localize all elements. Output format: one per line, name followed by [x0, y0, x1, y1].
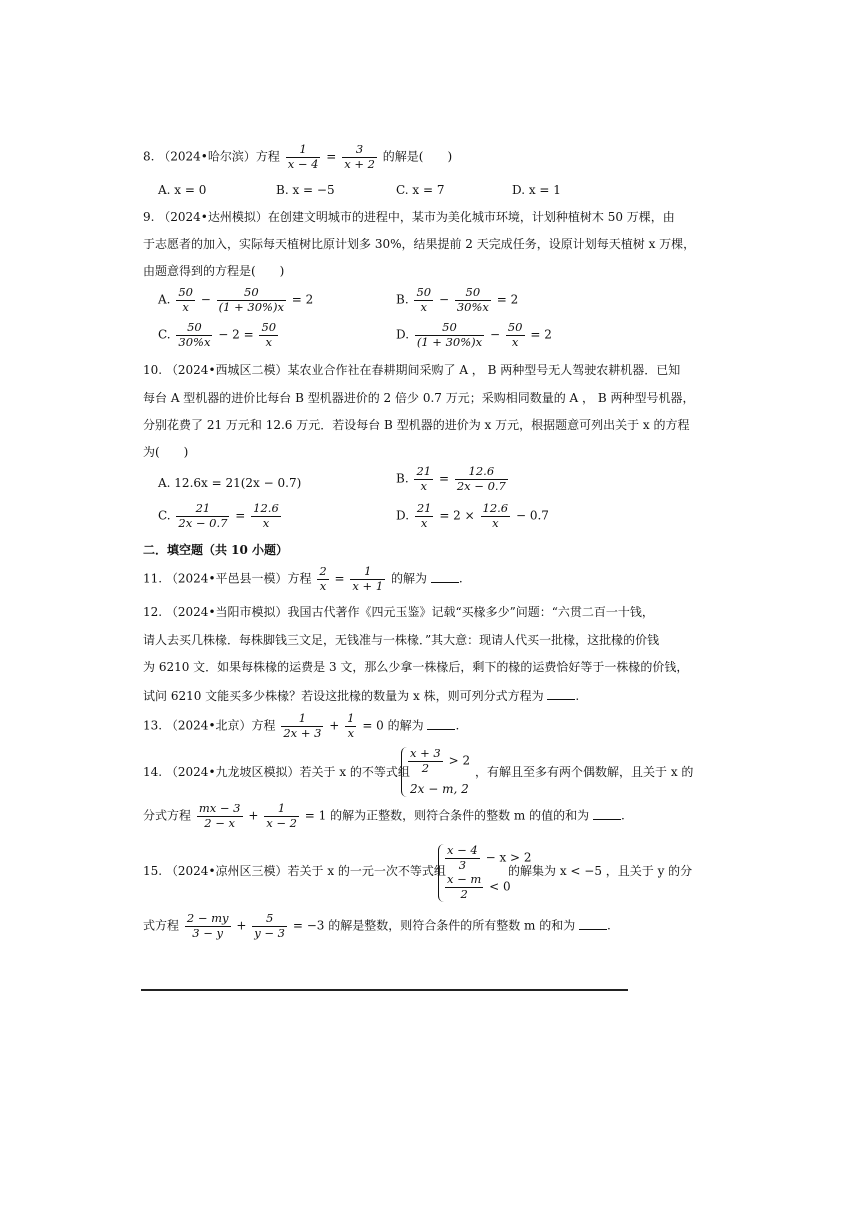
q9-option-a: A. $\frac{50}{x}$ − $\frac{50}{(1 + 30\%)x}$ = 2	[158, 285, 314, 314]
answer-blank[interactable]	[547, 689, 575, 700]
q8-option-d: D. x = 1	[512, 183, 561, 197]
question-9-line1: 9. （2024•达州模拟）在创建文明城市的进程中，某市为美化城市环境，计划种植树木 50 万棵，由	[143, 210, 675, 224]
question-14-line1: 14. （2024•九龙坡区模拟）若关于 x 的不等式组	[143, 765, 410, 779]
question-15-line1: 15. （2024•凉州区三模）若关于 x 的一元一次不等式组	[143, 864, 446, 878]
question-11: 11. （2024•平邑县一模）方程 $\frac{2}{x}$ = $\frac{1}{x + 1}$ 的解为 .	[143, 564, 463, 593]
q9-option-c: C. $\frac{50}{30\%x}$ − 2 = $\frac{50}{x}$	[158, 320, 277, 349]
q10-option-a: A. 12.6x = 21(2x − 0.7)	[158, 476, 302, 490]
q8-option-b: B. x = −5	[276, 183, 335, 197]
q15-system-line2: $\frac{x - m}{2}$ < 0	[447, 872, 511, 901]
q10-option-c: C. $\frac{21}{2x - 0.7}$ = $\frac{12.6}{x}$	[158, 501, 279, 530]
q9-option-b: B. $\frac{50}{x}$ − $\frac{50}{30\%x}$ = 2	[396, 285, 519, 314]
answer-blank[interactable]	[579, 919, 607, 930]
q9-option-d: D. $\frac{50}{(1 + 30\%)x}$ − $\frac{50}{x}$ = 2	[396, 320, 552, 349]
fraction: $\frac{3}{x + 2}$	[344, 142, 375, 171]
q8-option-a: A. x = 0	[158, 183, 207, 197]
divider-line	[141, 989, 628, 991]
question-10-line3: 分别花费了 21 万元和 12.6 万元．若设每台 B 型机器的进价为 x 万元，根据题意可列出关于 x 的方程	[143, 418, 690, 432]
q8-option-c: C. x = 7	[396, 183, 445, 197]
answer-blank[interactable]	[431, 572, 459, 583]
question-14-line1b: ，有解且至多有两个偶数解，且关于 x 的	[475, 765, 694, 779]
q10-option-d: D. $\frac{21}{x}$ = 2 × $\frac{12.6}{x}$ − 0.7	[396, 501, 549, 530]
question-13: 13. （2024•北京）方程 $\frac{1}{2x + 3}$ + $\frac{1}{x}$ = 0 的解为 .	[143, 711, 460, 740]
q10-option-b: B. $\frac{21}{x}$ = $\frac{12.6}{2x - 0.7}$	[396, 464, 506, 493]
q14-system-line2: 2x − m, 2	[410, 782, 469, 796]
question-9-line3: 由题意得到的方程是( )	[143, 264, 285, 278]
q15-system-line1: $\frac{x - 4}{3}$ − x > 2	[447, 843, 532, 872]
question-9-line2: 于志愿者的加入，实际每天植树比原计划多 30%，结果提前 2 天完成任务，设原计划每天植树 x 万棵，	[143, 237, 696, 251]
question-15-line1b: 的解集为 x < −5 ，且关于 y 的分	[508, 864, 693, 878]
question-15-line2: 式方程 $\frac{2 - my}{3 - y}$ + $\frac{5}{y - 3}$ = −3 的解是整数，则符合条件的所有整数 m 的和为 .	[143, 911, 611, 940]
question-12-line3: 为 6210 文．如果每株椽的运费是 3 文，那么少拿一株椽后，剩下的椽的运费恰好等于一株椽的价钱，	[143, 660, 689, 674]
fraction: $\frac{1}{x - 4}$	[287, 142, 319, 171]
question-10-line4: 为( )	[143, 445, 189, 459]
section-heading: 二．填空题（共 10 小题）	[143, 543, 289, 557]
answer-blank[interactable]	[427, 719, 455, 730]
question-10-line1: 10. （2024•西城区二模）某农业合作社在春耕期间采购了 A ， B 两种型号无人驾驶农耕机器．已知	[143, 363, 681, 377]
question-12-line1: 12. （2024•当阳市模拟）我国古代著作《四元玉鉴》记载“买椽多少”问题：“六贯二百一十钱，	[143, 605, 654, 619]
question-8-stem: 8. （2024•哈尔滨）方程 $\frac{1}{x - 4}$ = $\frac{3}{x + 2}$ 的解是( )	[143, 142, 453, 171]
question-12-line2: 请人去买几株椽．每株脚钱三文足，无钱准与一株椽．”其大意：现请人代买一批椽，这批椽的价钱	[143, 633, 660, 647]
question-10-line2: 每台 A 型机器的进价比每台 B 型机器进价的 2 倍少 0.7 万元；采购相同数量的 A ， B 两种型号机器，	[143, 391, 695, 405]
question-12-line4: 试问 6210 文能买多少株椽？若设这批椽的数量为 x 株，则可列分式方程为 .	[143, 689, 580, 703]
q14-system-line1: $\frac{x + 3}{2}$ > 2	[410, 746, 471, 775]
question-14-line2: 分式方程 $\frac{mx - 3}{2 - x}$ + $\frac{1}{x - 2}$ = 1 的解为正整数，则符合条件的整数 m 的值的和为 .	[143, 801, 625, 830]
answer-blank[interactable]	[593, 809, 621, 820]
